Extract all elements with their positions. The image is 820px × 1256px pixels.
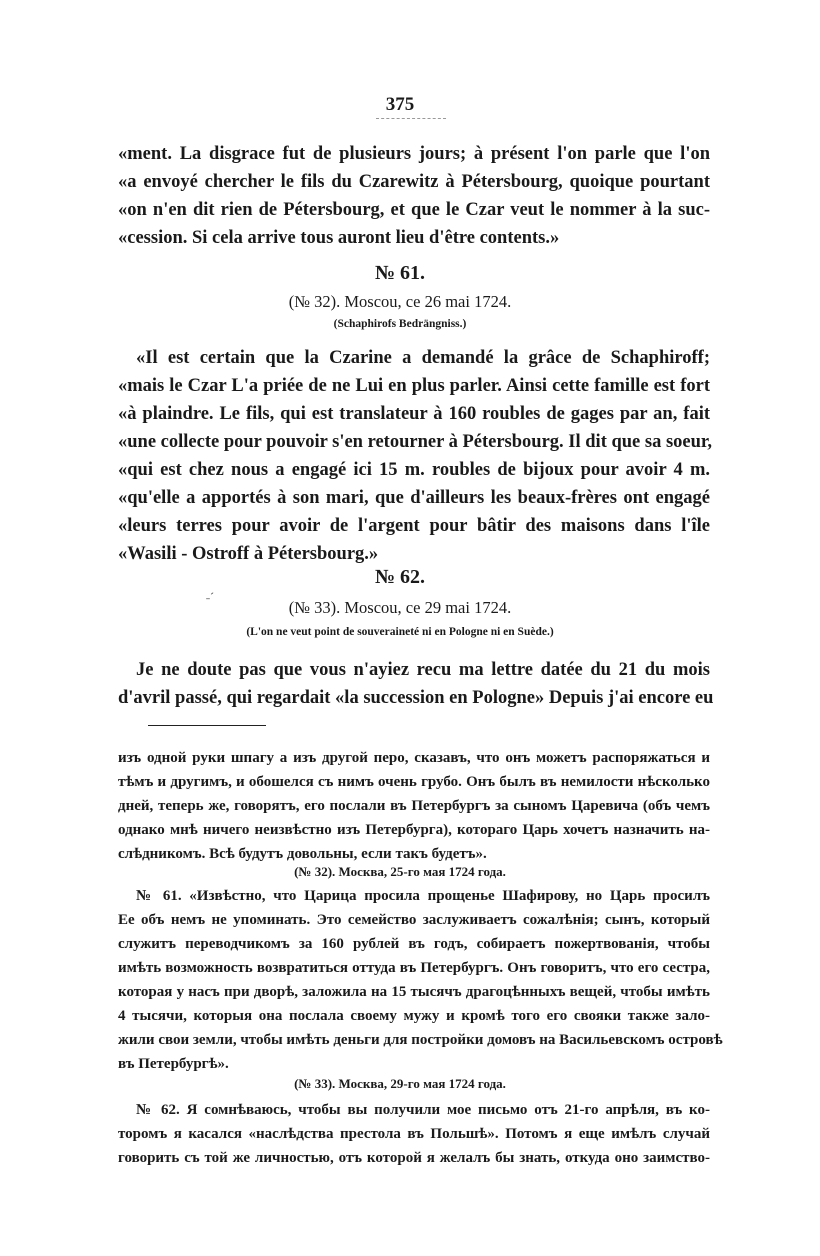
- fr-para1-line: «cession. Si cela arrive tous auront lieu d'être contents.»: [118, 228, 560, 248]
- ru-letter61-line: Ее объ немъ не упоминать. Это семейство заслуживаетъ сожалѣнія; сынъ, который: [118, 912, 710, 928]
- letter-62-heading: № 62.: [374, 566, 426, 588]
- ru-letter62-line: торомъ я касался «наслѣдства престола въ Польшѣ». Потомъ я еще имѣлъ случай: [118, 1126, 710, 1142]
- letter-62-summary: (L'on ne veut point de souveraineté ni en Pologne ni en Suède.): [246, 626, 554, 638]
- fr-letter62-line: d'avril passé, qui regardait «la succession en Pologne» Depuis j'ai encore eu: [118, 688, 714, 708]
- page-number-rule: [376, 118, 446, 119]
- fr-letter61-line: «une collecte pour pouvoir s'en retourner à Pétersbourg. Il dit que sa soeur,: [118, 432, 713, 452]
- ru-letter61-line: 4 тысячи, которыя она послала своему мужу и кромѣ того его свояки также зало-: [118, 1008, 710, 1024]
- fr-letter61-line: «mais le Czar L'a priée de ne Lui en plus parler. Ainsi cette famille est fort: [118, 376, 710, 396]
- letter-62-dateline: (№ 33). Moscou, ce 29 mai 1724.: [288, 598, 512, 617]
- letter-61-summary: (Schaphirofs Bedrängniss.): [333, 318, 467, 330]
- letter-61-heading: № 61.: [374, 262, 426, 284]
- page-number: 375: [385, 94, 415, 115]
- ru-letter61-line: жили свои земли, чтобы имѣть деньги для постройки домовъ на Васильевскомъ островѣ: [118, 1032, 723, 1048]
- fr-letter61-line: «Il est certain que la Czarine a demandé la grâce de Schaphiroff;: [136, 348, 710, 368]
- ru-para1-line: дней, теперь же, говорятъ, его послали въ Петербургъ за сыномъ Царевича (объ чемъ: [118, 798, 710, 814]
- fr-letter61-line: «à plaindre. Le fils, qui est translateur à 160 roubles de gages par an, fait: [118, 404, 710, 424]
- fr-letter61-line: «leurs terres pour avoir de l'argent pour bâtir des maisons dans l'île: [118, 516, 710, 536]
- fr-para1-line: «on n'en dit rien de Pétersbourg, et que le Czar veut le nommer à la suc-: [118, 200, 710, 220]
- fr-letter62-line: Je ne doute pas que vous n'ayiez recu ma lettre datée du 21 du mois: [136, 660, 710, 680]
- fr-letter61-line: «qu'elle a apportés à son mari, que d'ailleurs les beaux-frères ont engagé: [118, 488, 710, 508]
- ru-letter61-line: имѣть возможность возвратиться оттуда въ Петербургъ. Онъ говоритъ, что его сестра,: [118, 960, 710, 976]
- ru-letter62-line: № 62. Я сомнѣваюсь, чтобы вы получили мое письмо отъ 21-го апрѣля, въ ко-: [136, 1102, 710, 1118]
- ru-para1-line: слѣдникомъ. Всѣ будутъ довольны, если такъ будетъ».: [118, 846, 487, 862]
- ru-para1-line: изъ одной руки шпагу а изъ другой перо, сказавъ, что онъ можетъ распоряжаться и: [118, 750, 710, 766]
- footnote-rule: [148, 725, 266, 726]
- ru-letter61-line: въ Петербургѣ».: [118, 1056, 229, 1072]
- fr-letter61-line: «qui est chez nous a engagé ici 15 m. roubles de bijoux pour avoir 4 m.: [118, 460, 710, 480]
- fr-para1-line: «ment. La disgrace fut de plusieurs jours; à présent l'on parle que l'on: [118, 144, 710, 164]
- letter-61-dateline: (№ 32). Moscou, ce 26 mai 1724.: [288, 292, 512, 311]
- ru-dateline-33: (№ 33). Москва, 29-го мая 1724 года.: [294, 1076, 506, 1091]
- ru-letter61-line: № 61. «Извѣстно, что Царица просила прощенье Шафирову, но Царь просилъ: [136, 888, 710, 904]
- stray-mark: ˗´: [206, 590, 214, 604]
- ru-letter61-line: которая у насъ при дворѣ, заложила на 15 тысячъ драгоцѣнныхъ вещей, чтобы имѣть: [118, 984, 710, 1000]
- ru-letter62-line: говорить съ той же личностью, отъ которой я желалъ бы знать, откуда оно заимство-: [118, 1150, 710, 1166]
- ru-letter61-line: служитъ переводчикомъ за 160 рублей въ годъ, собираетъ пожертвованія, чтобы: [118, 936, 710, 952]
- fr-para1-line: «a envoyé chercher le fils du Czarewitz à Pétersbourg, quoique pourtant: [118, 172, 710, 192]
- ru-dateline-32: (№ 32). Москва, 25-го мая 1724 года.: [294, 864, 506, 879]
- fr-letter61-line: «Wasili - Ostroff à Pétersbourg.»: [118, 544, 379, 564]
- ru-para1-line: тѣмъ и другимъ, и обошелся съ нимъ очень грубо. Онъ былъ въ немилости нѣсколько: [118, 774, 710, 790]
- ru-para1-line: однако мнѣ ничего неизвѣстно изъ Петербурга), котораго Царь хочетъ назначить на-: [118, 822, 710, 838]
